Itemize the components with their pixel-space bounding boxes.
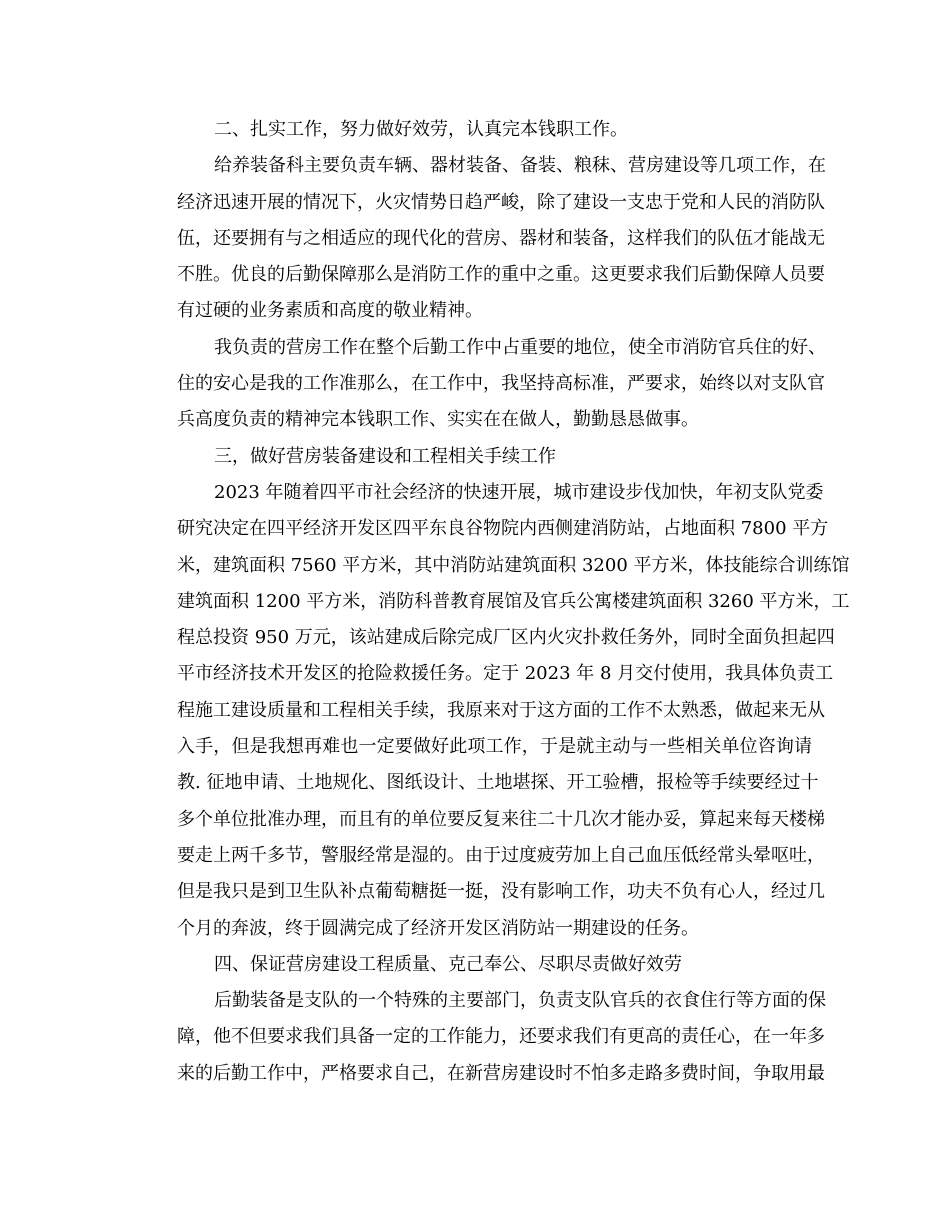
text-line: 不胜。优良的后勤保障那么是消防工作的重中之重。这更要求我们后勤保障人员要 xyxy=(177,264,825,286)
text-line: 来的后勤工作中，严格要求自己，在新营房建设时不怕多走路多费时间，争取用最 xyxy=(177,1062,825,1084)
text-line: 三，做好营房装备建设和工程相关手续工作 xyxy=(214,445,556,467)
text-line: 平市经济技术开发区的抢险救援任务。定于 2023 年 8 月交付使用，我具体负责工 xyxy=(177,663,834,685)
text-line: 经济迅速开展的情况下，火灾情势日趋严峻，除了建设一支忠于党和人民的消防队 xyxy=(177,191,825,213)
text-line: 2023 年随着四平市社会经济的快速开展，城市建设步伐加快，年初支队党委 xyxy=(214,481,824,503)
text-line: 米，建筑面积 7560 平方米，其中消防站建筑面积 3200 平方米，体技能综合训练馆 xyxy=(177,554,850,576)
text-line: 伍，还要拥有与之相适应的现代化的营房、器材和装备，这样我们的队伍才能战无 xyxy=(177,227,825,249)
paragraph xyxy=(140,148,826,329)
paragraph xyxy=(140,983,826,1092)
text-line: 程总投资 950 万元，该站建成后除完成厂区内火灾扑救任务外，同时全面负担起四 xyxy=(177,627,835,649)
text-line: 后勤装备是支队的一个特殊的主要部门，负责支队官兵的衣食住行等方面的保 xyxy=(214,990,826,1012)
text-line: 住的安心是我的工作准那么，在工作中，我坚持高标准，严要求，始终以对支队官 xyxy=(177,373,825,395)
paragraph xyxy=(140,947,812,983)
text-line: 研究决定在四平经济开发区四平东良谷物院内西侧建消防站，占地面积 7800 平方 xyxy=(177,518,829,540)
text-line: 但是我只是到卫生队补点葡萄糖挺一挺，没有影响工作，功夫不负有心人，经过几 xyxy=(177,881,825,903)
text-line: 给养装备科主要负责车辆、器材装备、备装、粮秣、营房建设等几项工作，在 xyxy=(214,155,826,177)
paragraph xyxy=(140,439,812,475)
paragraph xyxy=(140,330,826,439)
text-line: 兵高度负责的精神完本钱职工作、实实在在做人，勤勤恳恳做事。 xyxy=(177,409,699,431)
text-line: 程施工建设质量和工程相关手续，我原来对于这方面的工作不太熟悉，做起来无从 xyxy=(177,699,825,721)
text-line: 建筑面积 1200 平方米，消防科普教育展馆及官兵公寓楼建筑面积 3260 平方米，工 xyxy=(177,590,850,612)
paragraph xyxy=(140,112,812,148)
text-line: 入手，但是我想再难也一定要做好此项工作，于是就主动与一些相关单位咨询请 xyxy=(177,736,812,758)
text-line: 要走上两千多节，警服经常是湿的。由于过度疲劳加上自己血压低经常头晕呕吐， xyxy=(177,844,825,866)
text-line: 障，他不但要求我们具备一定的工作能力，还要求我们有更高的责任心，在一年多 xyxy=(177,1026,825,1048)
paragraph xyxy=(140,475,850,947)
text-line: 教. 征地申请、土地规化、图纸设计、土地堪探、开工验槽，报检等手续要经过十 xyxy=(177,772,819,794)
text-line: 四、保证营房建设工程质量、克己奉公、尽职尽责做好效劳 xyxy=(214,953,682,975)
text-line: 多个单位批准办理，而且有的单位要反复来往二十几次才能办妥，算起来每天楼梯 xyxy=(177,808,825,830)
text-line: 个月的奔波，终于圆满完成了经济开发区消防站一期建设的任务。 xyxy=(177,917,699,939)
text-line: 有过硬的业务素质和高度的敬业精神。 xyxy=(177,300,483,322)
text-line: 二、扎实工作，努力做好效劳，认真完本钱职工作。 xyxy=(214,119,628,140)
document-page xyxy=(140,112,850,1092)
text-line: 我负责的营房工作在整个后勤工作中占重要的地位，使全市消防官兵住的好、 xyxy=(214,336,826,358)
